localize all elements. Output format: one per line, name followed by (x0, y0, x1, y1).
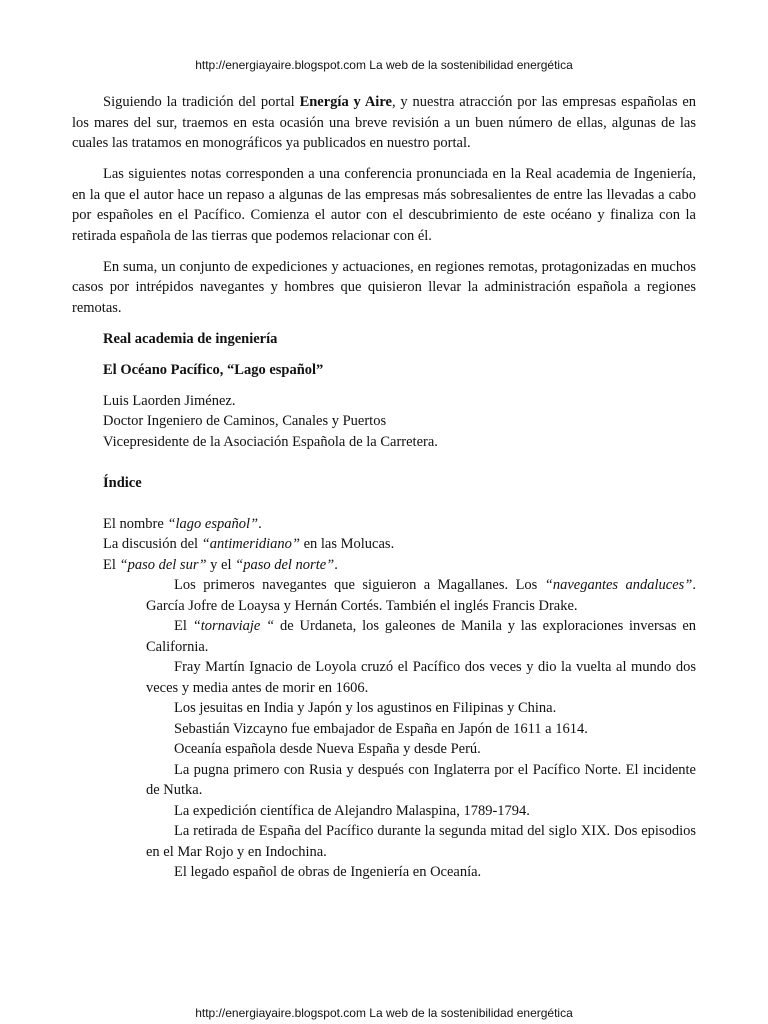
running-footer: http://energiayaire.blogspot.com La web de la sostenibilidad energética (195, 1006, 573, 1020)
index-sub-1-end: . García Jofre de Loaysa y Hernán Cortés. También el inglés Francis Drake. (146, 577, 696, 614)
index-item-1-end: . (258, 515, 262, 532)
index-item-3-em2: “paso del norte” (235, 556, 335, 573)
running-header: http://energiayaire.blogspot.com La web de la sostenibilidad energética (195, 58, 573, 72)
index-item-2 (103, 534, 696, 555)
lecture-title: El Océano Pacífico, “Lago español” (103, 361, 324, 378)
author-block (103, 391, 696, 453)
index-top-list (72, 514, 696, 576)
index-sub-item-3: Fray Martín Ignacio de Loyola cruzó el Pacífico dos veces y dio la vuelta al mundo dos veces y media antes de morir en 1606. (146, 659, 696, 696)
author-role: Vicepresidente de la Asociación Española de la Carretera. (103, 433, 438, 450)
index-sub-item-1 (146, 575, 696, 616)
index-item-2-em: “antimeridiano” (201, 536, 300, 552)
intro-paragraph-1 (72, 92, 696, 154)
index-item-2-text: La discusión del (103, 536, 202, 552)
index-sub-item-8: La expedición científica de Alejandro Malaspina, 1789-1794. (174, 802, 530, 819)
index-sub-item-7: La pugna primero con Rusia y después con Inglaterra por el Pacífico Norte. El incidente de Nutka. (146, 761, 696, 798)
index-sub-item-4: Los jesuitas en India y Japón y los agustinos en Filipinas y China. (174, 700, 557, 716)
intro-p1-start: Siguiendo la tradición del portal (103, 94, 300, 110)
index-item-3-em: “paso del sur” (119, 556, 207, 573)
index-sub-2-text: El (174, 618, 193, 634)
index-sub-list (146, 575, 696, 883)
index-sub-item-2 (146, 616, 696, 657)
index-sub-item-5: Sebastián Vizcayno fue embajador de España en Japón de 1611 a 1614. (174, 720, 588, 737)
index-item-3 (103, 555, 696, 576)
index-title: Índice (103, 475, 142, 491)
author-degree: Doctor Ingeniero de Caminos, Canales y Puertos (103, 413, 387, 429)
institution-heading: Real academia de ingeniería (103, 330, 278, 347)
index-sub-1-em: “navegantes andaluces” (544, 577, 693, 593)
portal-name: Energía y Aire (299, 94, 392, 110)
index-item-2-end: en las Molucas. (299, 536, 395, 552)
index-item-1 (103, 514, 696, 535)
intro-p1-end: , y nuestra atracción por las empresas españolas en los mares del sur, traemos en esta ocasión una breve revisión a un buen número de ellas, algunas de las cuales las tratamos en monográficos ya publicados en nuestro portal. (72, 94, 697, 151)
index-sub-item-10: El legado español de obras de Ingeniería en Oceanía. (174, 864, 482, 880)
index-sub-2-end: de Urdaneta, los galeones de Manila y las exploraciones inversas en California. (146, 618, 697, 655)
index-item-3-text: El (103, 556, 120, 573)
index-item-3-end: . (334, 556, 338, 573)
index-sub-item-6: Oceanía española desde Nueva España y desde Perú. (174, 741, 481, 757)
document-body (72, 92, 696, 883)
intro-paragraph-2: Las siguientes notas corresponden a una conferencia pronunciada en la Real academia de Ingeniería, en la que el autor hace un repaso a algunas de las empresas más sobresalientes de entre las llevadas a cabo por españoles en el Pacífico. Comienza el autor con el descubrimiento de este océano y finaliza con la retirada española de las tierras que podemos relacionar con él. (72, 166, 696, 244)
index-sub-1-text: Los primeros navegantes que siguieron a Magallanes. Los (174, 577, 545, 593)
index-item-1-em: “lago español” (167, 515, 259, 532)
index-sub-2-em: “tornaviaje “ (192, 618, 275, 634)
index-item-1-text: El nombre (103, 515, 168, 532)
index-sub-item-9: La retirada de España del Pacífico durante la segunda mitad del siglo XIX. Dos episodios en el Mar Rojo y en Indochina. (146, 823, 696, 860)
index-item-3-mid: y el (206, 556, 236, 573)
author-name: Luis Laorden Jiménez. (103, 392, 236, 409)
intro-paragraph-3: En suma, un conjunto de expediciones y actuaciones, en regiones remotas, protagonizadas en muchos casos por intrépidos navegantes y hombres que quisieron llevar la administración española a regiones remotas. (72, 258, 696, 316)
